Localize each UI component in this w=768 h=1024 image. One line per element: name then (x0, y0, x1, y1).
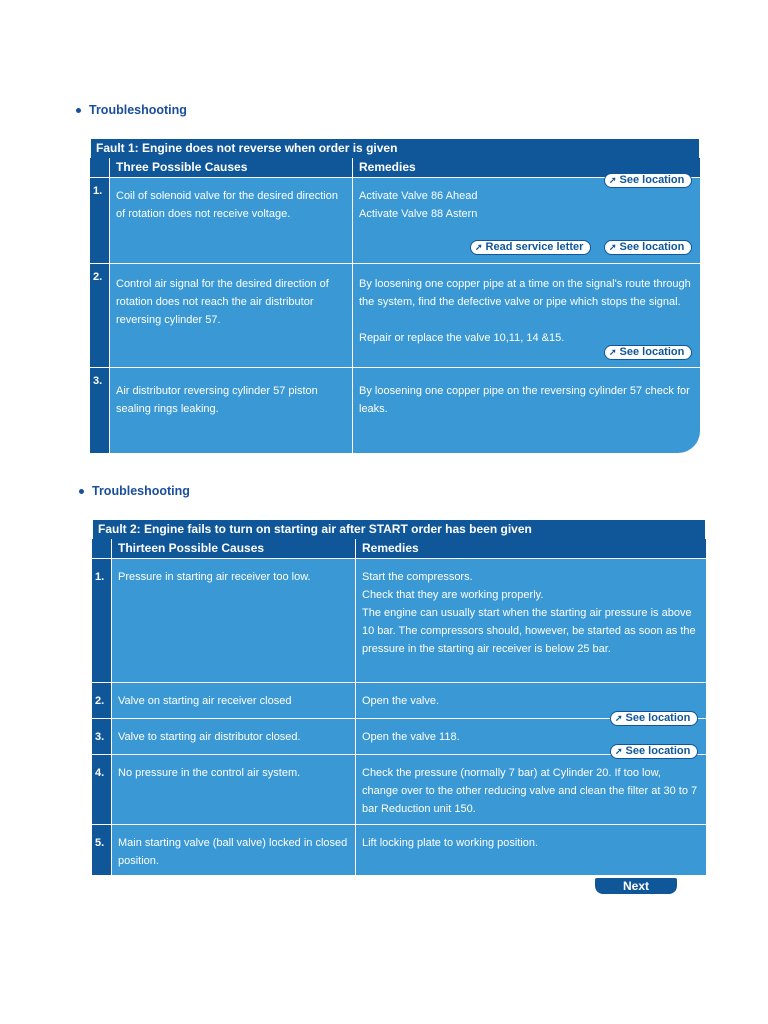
see-location-link[interactable] (611, 745, 697, 758)
arrow-icon: ➚ (609, 175, 617, 185)
bullet-icon (79, 489, 84, 494)
link-label: See location (625, 712, 691, 724)
link-label: Read service letter (485, 241, 584, 253)
arrow-icon: ➚ (615, 746, 623, 756)
row-number: 5. (92, 825, 112, 875)
header-num (90, 158, 110, 178)
section-heading-2 (79, 484, 190, 498)
see-location-link[interactable] (611, 712, 697, 725)
link-label: See location (619, 346, 685, 358)
header-causes: Thirteen Possible Causes (112, 539, 356, 559)
cause-text: No pressure in the control air system. (112, 755, 356, 825)
link-label: See location (625, 745, 691, 757)
cause-text: Valve on starting air receiver closed (112, 683, 356, 719)
remedy-text: Open the valve. (356, 683, 706, 719)
remedy-text: Activate Valve 86 Ahead Activate Valve 88 Astern (353, 178, 700, 264)
cause-text: Pressure in starting air receiver too low. (112, 559, 356, 683)
row-number: 3. (90, 368, 110, 453)
see-location-link[interactable] (605, 346, 691, 359)
section-heading-1 (76, 103, 187, 117)
row-number: 2. (90, 264, 110, 368)
cause-text: Air distributor reversing cylinder 57 piston sealing rings leaking. (110, 368, 353, 453)
fault-1-title: Fault 1: Engine does not reverse when order is given (90, 138, 700, 158)
fault-2-title: Fault 2: Engine fails to turn on starting air after START order has been given (92, 519, 706, 539)
section-heading-text: Troubleshooting (92, 484, 190, 498)
header-num (92, 539, 112, 559)
bullet-icon (76, 108, 81, 113)
link-label: See location (619, 174, 685, 186)
remedy-text: By loosening one copper pipe at a time on the signal's route through the system, find the defective valve or pipe which stops the signal. Repair or replace the valve 10,11, 14 &15. (353, 264, 700, 368)
next-button[interactable]: Next (595, 878, 677, 894)
cause-text: Valve to starting air distributor closed. (112, 719, 356, 755)
remedy-text: Start the compressors. Check that they are working properly. The engine can usually start when the starting air pressure is above 10 bar. The compressors should, however, be started as soon as the pressure in the starting air receiver is below 25 bar. (356, 559, 706, 683)
remedy-text: Open the valve 118. (356, 719, 706, 755)
cause-text: Main starting valve (ball valve) locked in closed position. (112, 825, 356, 875)
cause-text: Coil of solenoid valve for the desired direction of rotation does not receive voltage. (110, 178, 353, 264)
fault-2-table (92, 519, 706, 875)
remedy-text: Check the pressure (normally 7 bar) at Cylinder 20. If too low, change over to the other reducing valve and clean the filter at 30 to 7 bar Reduction unit 150. (356, 755, 706, 825)
row-number: 3. (92, 719, 112, 755)
cause-text: Control air signal for the desired direction of rotation does not reach the air distributor reversing cylinder 57. (110, 264, 353, 368)
row-number: 2. (92, 683, 112, 719)
row-number: 4. (92, 755, 112, 825)
row-number: 1. (92, 559, 112, 683)
arrow-icon: ➚ (609, 242, 617, 252)
remedy-text: Lift locking plate to working position. (356, 825, 706, 875)
see-location-link[interactable] (605, 174, 691, 187)
see-location-link[interactable] (605, 241, 691, 254)
arrow-icon: ➚ (615, 713, 623, 723)
section-heading-text: Troubleshooting (89, 103, 187, 117)
read-service-letter-link[interactable] (471, 241, 590, 254)
arrow-icon: ➚ (609, 347, 617, 357)
remedy-text: By loosening one copper pipe on the reversing cylinder 57 check for leaks. (353, 368, 700, 453)
arrow-icon: ➚ (475, 242, 483, 252)
header-remedies: Remedies (356, 539, 706, 559)
row-number: 1. (90, 178, 110, 264)
header-remedies: Remedies (353, 158, 700, 178)
header-causes: Three Possible Causes (110, 158, 353, 178)
link-label: See location (619, 241, 685, 253)
